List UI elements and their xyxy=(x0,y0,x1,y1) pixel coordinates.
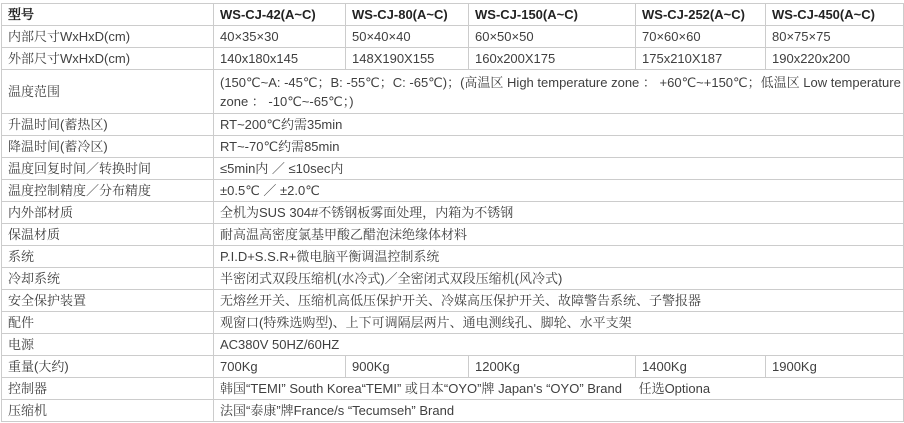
value-weight-3: 1200Kg xyxy=(469,356,636,378)
value-external-dimensions-1: 140x180x145 xyxy=(214,48,346,70)
value-weight-2: 900Kg xyxy=(346,356,469,378)
value-insulation: 耐高温高密度氯基甲酸乙醋泡沫绝缘体材料 xyxy=(214,224,904,246)
label-heatup-time: 升温时间(蓄热区) xyxy=(2,114,214,136)
row-safety-devices xyxy=(2,290,904,312)
temperature-range-line1: (150℃~A: -45℃；B: -55℃；C: -65℃)；(高温区 High temperature zone ： +60℃~+150℃；低温区 Low temperature xyxy=(220,74,901,90)
value-recovery-time: ≤5min内 ／ ≤10sec内 xyxy=(214,158,904,180)
row-control-accuracy xyxy=(2,180,904,202)
row-weight xyxy=(2,356,904,378)
value-external-dimensions-4: 175x210X187 xyxy=(636,48,766,70)
row-accessories xyxy=(2,312,904,334)
row-system xyxy=(2,246,904,268)
value-internal-dimensions-5: 80×75×75 xyxy=(766,26,904,48)
value-internal-dimensions-2: 50×40×40 xyxy=(346,26,469,48)
value-external-dimensions-5: 190x220x200 xyxy=(766,48,904,70)
row-compressor xyxy=(2,400,904,422)
header-model-5: WS-CJ-450(A~C) xyxy=(766,4,904,26)
value-compressor: 法国“泰康”牌France/s “Tecumseh” Brand xyxy=(214,400,904,422)
value-system: P.I.D+S.S.R+微电脑平衡调温控制系统 xyxy=(214,246,904,268)
value-accessories: 观窗口(特殊选购型)、上下可调隔层两片、通电测线孔、脚轮、水平支架 xyxy=(214,312,904,334)
header-row xyxy=(2,4,904,26)
row-cooldown-time xyxy=(2,136,904,158)
label-controller: 控制器 xyxy=(2,378,214,400)
row-controller xyxy=(2,378,904,400)
row-material xyxy=(2,202,904,224)
value-cooling-system: 半密闭式双段压缩机(水冷式)／全密闭式双段压缩机(风冷式) xyxy=(214,268,904,290)
value-heatup-time: RT~200℃约需35min xyxy=(214,114,904,136)
label-power-supply: 电源 xyxy=(2,334,214,356)
label-control-accuracy: 温度控制精度／分布精度 xyxy=(2,180,214,202)
label-internal-dimensions: 内部尺寸WxHxD(cm) xyxy=(2,26,214,48)
value-safety-devices: 无熔丝开关、压缩机高低压保护开关、冷媒高压保护开关、故障警告系统、子警报器 xyxy=(214,290,904,312)
value-internal-dimensions-3: 60×50×50 xyxy=(469,26,636,48)
row-recovery-time xyxy=(2,158,904,180)
label-recovery-time: 温度回复时间／转换时间 xyxy=(2,158,214,180)
row-internal-dimensions xyxy=(2,26,904,48)
header-model-1: WS-CJ-42(A~C) xyxy=(214,4,346,26)
header-model-label: 型号 xyxy=(2,4,214,26)
label-insulation: 保温材质 xyxy=(2,224,214,246)
label-safety-devices: 安全保护装置 xyxy=(2,290,214,312)
temperature-range-line2: zone ： -10℃~-65℃；) xyxy=(220,93,354,109)
label-external-dimensions: 外部尺寸WxHxD(cm) xyxy=(2,48,214,70)
value-power-supply: AC380V 50HZ/60HZ xyxy=(214,334,904,356)
label-material: 内外部材质 xyxy=(2,202,214,224)
value-control-accuracy: ±0.5℃ ／ ±2.0℃ xyxy=(214,180,904,202)
value-temperature-range xyxy=(214,70,904,114)
row-power-supply xyxy=(2,334,904,356)
label-accessories: 配件 xyxy=(2,312,214,334)
value-external-dimensions-2: 148X190X155 xyxy=(346,48,469,70)
value-internal-dimensions-1: 40×35×30 xyxy=(214,26,346,48)
label-cooldown-time: 降温时间(蓄冷区) xyxy=(2,136,214,158)
header-model-3: WS-CJ-150(A~C) xyxy=(469,4,636,26)
value-controller: 韩国“TEMI” South Korea“TEMI” 或日本“OYO”牌 Japan's “OYO” Brand 任选Optiona xyxy=(214,378,904,400)
label-weight: 重量(大约) xyxy=(2,356,214,378)
value-weight-5: 1900Kg xyxy=(766,356,904,378)
header-model-4: WS-CJ-252(A~C) xyxy=(636,4,766,26)
label-temperature-range: 温度范围 xyxy=(2,70,214,114)
value-weight-1: 700Kg xyxy=(214,356,346,378)
spec-table xyxy=(1,3,904,422)
value-internal-dimensions-4: 70×60×60 xyxy=(636,26,766,48)
label-compressor: 压缩机 xyxy=(2,400,214,422)
header-model-2: WS-CJ-80(A~C) xyxy=(346,4,469,26)
value-cooldown-time: RT~-70℃约需85min xyxy=(214,136,904,158)
label-cooling-system: 冷却系统 xyxy=(2,268,214,290)
label-system: 系统 xyxy=(2,246,214,268)
row-cooling-system xyxy=(2,268,904,290)
value-weight-4: 1400Kg xyxy=(636,356,766,378)
row-insulation xyxy=(2,224,904,246)
value-external-dimensions-3: 160x200X175 xyxy=(469,48,636,70)
value-material: 全机为SUS 304#不锈钢板雾面处理，内箱为不锈钢 xyxy=(214,202,904,224)
row-external-dimensions xyxy=(2,48,904,70)
row-temperature-range xyxy=(2,70,904,114)
row-heatup-time xyxy=(2,114,904,136)
